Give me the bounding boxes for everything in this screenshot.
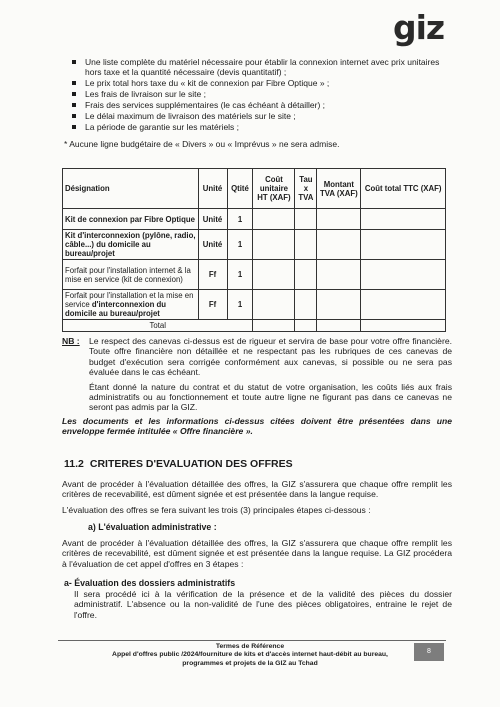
empty-cell <box>317 230 361 260</box>
budget-note: * Aucune ligne budgétaire de « Divers » ou « Imprévus » ne sera admise. <box>64 139 340 149</box>
page-number: 8 <box>414 643 444 661</box>
section-title: CRITERES D'EVALUATION DES OFFRES <box>89 458 293 470</box>
table-header-row <box>63 169 446 209</box>
paragraph: Avant de procéder à l'évaluation détaillée des offres, la GIZ s'assurera que chaque offre remplit les critères de recevabilité, est dûment signée et est présentée dans la langue requise. <box>62 479 452 500</box>
footer <box>60 643 440 668</box>
footer-line: programmes et projets de la GIZ au Tchad <box>182 659 318 667</box>
section-heading <box>64 458 293 470</box>
giz-logo: giz <box>393 8 445 47</box>
header-cout-total: Coût total TTC (XAF) <box>361 169 446 209</box>
row-designation <box>63 290 199 320</box>
footer-divider <box>58 640 446 641</box>
empty-cell <box>317 290 361 320</box>
header-cout-unitaire: Coût unitaire HT (XAF) <box>253 169 295 209</box>
empty-cell <box>317 320 361 332</box>
empty-cell <box>317 260 361 290</box>
table-row <box>63 260 446 290</box>
row-unite: Unité <box>198 209 227 230</box>
total-row <box>63 320 446 332</box>
empty-cell <box>295 209 317 230</box>
paragraph: Il sera procédé ici à la vérification de la présence et de la validité des pièces du dossier administratif. L'absence ou la non-validité de l'une des pièces obligatoires, entraine le rejet de l'offre. <box>74 589 452 620</box>
header-unite: Unité <box>198 169 227 209</box>
list-item: Le prix total hors taxe du « kit de connexion par Fibre Optique » ; <box>68 78 456 88</box>
nb-label: NB : <box>62 336 80 346</box>
submission-emphasis: Les documents et les informations ci-dessus citées doivent être présentées dans une enveloppe fermée intitulée « Offre financière ». <box>62 416 452 437</box>
list-item: Les frais de livraison sur le site ; <box>68 89 456 99</box>
empty-cell <box>253 230 295 260</box>
row-designation: Forfait pour l'installation internet & la mise en service (kit de connexion) <box>63 260 199 290</box>
empty-cell <box>361 320 446 332</box>
table-row <box>63 290 446 320</box>
row-unite: Ff <box>198 290 227 320</box>
row-unite: Ff <box>198 260 227 290</box>
table-row <box>63 230 446 260</box>
row-designation: Kit de connexion par Fibre Optique <box>63 209 199 230</box>
designation-part-bold: d'interconnexion du domicile au bureau/projet <box>65 300 167 318</box>
table-row <box>63 209 446 230</box>
total-label: Total <box>63 320 253 332</box>
footer-line: Termes de Référence <box>215 643 285 650</box>
list-item: Une liste complète du matériel nécessaire pour établir la connexion internet avec prix unitaires hors taxe et la quantité nécessaire (devis quantitatif) ; <box>68 57 456 77</box>
empty-cell <box>361 260 446 290</box>
header-taux-tva: Tau x TVA <box>295 169 317 209</box>
row-unite: Unité <box>198 230 227 260</box>
financial-offer-table <box>62 168 446 332</box>
header-designation: Désignation <box>63 169 199 209</box>
header-qtite: Qtité <box>227 169 253 209</box>
row-qte: 1 <box>227 209 253 230</box>
empty-cell <box>295 230 317 260</box>
list-item: Frais des services supplémentaires (le cas échéant à détailler) ; <box>68 100 456 110</box>
footer-line: Appel d'offres public /2024/fourniture de kits et d'accès internet haut-débit au bureau, <box>112 651 388 659</box>
list-item: La période de garantie sur les matériels ; <box>68 122 456 132</box>
list-item: Le délai maximum de livraison des matériels sur le site ; <box>68 111 456 121</box>
nb-text: Le respect des canevas ci-dessus est de rigueur et servira de base pour votre offre financière. Toute offre financière non détaillée et ne respectant pas les rubriques de ces canevas de budget d'exécution sera corrigée conformément aux canevas, si possible ou ne sera pas évaluée dans le cas échéant. <box>89 336 452 378</box>
empty-cell <box>295 320 317 332</box>
empty-cell <box>253 209 295 230</box>
header-montant-tva: Montant TVA (XAF) <box>317 169 361 209</box>
empty-cell <box>253 260 295 290</box>
subheading-dossiers: a- Évaluation des dossiers administratifs <box>64 578 236 588</box>
row-qte: 1 <box>227 230 253 260</box>
nb-note <box>62 336 452 413</box>
empty-cell <box>317 209 361 230</box>
requirements-list <box>68 57 456 133</box>
row-qte: 1 <box>227 290 253 320</box>
nb-text-2: Étant donné la nature du contrat et du statut de votre organisation, les coûts liés aux frais administratifs ou au fonctionnement et toute autre ligne ne figurant pas dans ce canevas ne seront pas admis par la GIZ. <box>89 381 452 413</box>
paragraph: L'évaluation des offres se fera suivant les trois (3) principales étapes ci-dessous : <box>62 505 371 515</box>
designation-part: Forfait pour l'installation et la mise en service <box>65 291 194 309</box>
subheading-administrative: a) L'évaluation administrative : <box>88 522 217 532</box>
empty-cell <box>361 230 446 260</box>
empty-cell <box>295 290 317 320</box>
empty-cell <box>361 209 446 230</box>
empty-cell <box>295 260 317 290</box>
section-number: 11.2 <box>64 458 84 470</box>
empty-cell <box>253 320 295 332</box>
row-qte: 1 <box>227 260 253 290</box>
empty-cell <box>253 290 295 320</box>
empty-cell <box>361 290 446 320</box>
row-designation: Kit d'interconnexion (pylône, radio, câble...) du domicile au bureau/projet <box>63 230 199 260</box>
paragraph: Avant de procéder à l'évaluation détaillée des offres, la GIZ s'assurera que chaque offre remplit les critères de recevabilité, est dûment signée et est présentée dans la langue requise. La GIZ procédera à l'évaluation de cet appel d'offres en 3 étapes : <box>62 538 452 569</box>
